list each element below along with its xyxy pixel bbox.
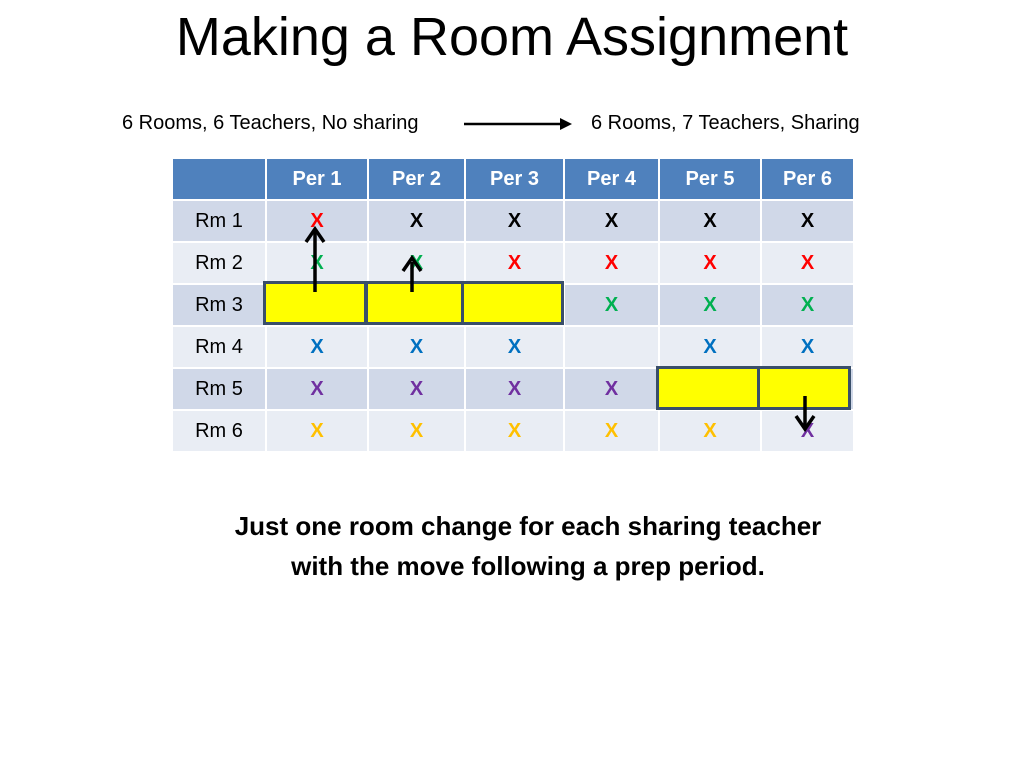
assignment-cell: X bbox=[564, 410, 659, 452]
assignment-cell: X bbox=[465, 410, 564, 452]
assignment-cell: X bbox=[659, 242, 761, 284]
row-label-rm-5: Rm 5 bbox=[172, 368, 266, 410]
table-row bbox=[172, 326, 854, 368]
highlight-box-rm5-per6 bbox=[757, 366, 851, 410]
assignment-cell: X bbox=[368, 368, 465, 410]
row-label-rm-2: Rm 2 bbox=[172, 242, 266, 284]
assignment-cell: X bbox=[465, 368, 564, 410]
subtitle-after: 6 Rooms, 7 Teachers, Sharing bbox=[591, 112, 860, 134]
table-corner-cell bbox=[172, 158, 266, 200]
highlight-box-rm3-per2 bbox=[365, 281, 464, 325]
assignment-cell: X bbox=[761, 242, 854, 284]
column-header-per-1: Per 1 bbox=[266, 158, 368, 200]
assignment-cell: X bbox=[266, 242, 368, 284]
table-row bbox=[172, 200, 854, 242]
column-header-per-3: Per 3 bbox=[465, 158, 564, 200]
highlight-box-rm5-per5 bbox=[656, 366, 760, 410]
assignment-cell: X bbox=[368, 410, 465, 452]
explanation-line-2: with the move following a prep period. bbox=[291, 551, 765, 581]
explanation-line-1: Just one room change for each sharing teacher bbox=[234, 511, 822, 541]
highlight-box-rm3-per1 bbox=[263, 281, 367, 325]
row-label-rm-4: Rm 4 bbox=[172, 326, 266, 368]
assignment-cell: X bbox=[465, 242, 564, 284]
assignment-cell: X bbox=[659, 326, 761, 368]
explanation-text bbox=[0, 506, 1024, 586]
assignment-cell bbox=[564, 326, 659, 368]
column-header-per-6: Per 6 bbox=[761, 158, 854, 200]
column-header-per-4: Per 4 bbox=[564, 158, 659, 200]
assignment-cell: X bbox=[761, 284, 854, 326]
column-header-per-5: Per 5 bbox=[659, 158, 761, 200]
assignment-cell: X bbox=[761, 410, 854, 452]
table-row bbox=[172, 410, 854, 452]
assignment-cell: X bbox=[761, 326, 854, 368]
assignment-cell: X bbox=[659, 410, 761, 452]
assignment-cell: X bbox=[659, 200, 761, 242]
assignment-cell: X bbox=[564, 368, 659, 410]
assignment-cell: X bbox=[266, 410, 368, 452]
table-header-row bbox=[172, 158, 854, 200]
assignment-cell: X bbox=[564, 284, 659, 326]
assignment-cell: X bbox=[465, 200, 564, 242]
row-label-rm-3: Rm 3 bbox=[172, 284, 266, 326]
assignment-cell: X bbox=[368, 242, 465, 284]
assignment-cell: X bbox=[564, 242, 659, 284]
slide-title: Making a Room Assignment bbox=[175, 7, 849, 67]
right-arrow-icon bbox=[462, 114, 574, 134]
assignment-cell: X bbox=[465, 326, 564, 368]
assignment-cell: X bbox=[564, 200, 659, 242]
assignment-cell: X bbox=[659, 284, 761, 326]
assignment-cell: X bbox=[266, 326, 368, 368]
table-row bbox=[172, 242, 854, 284]
column-header-per-2: Per 2 bbox=[368, 158, 465, 200]
row-label-rm-6: Rm 6 bbox=[172, 410, 266, 452]
assignment-cell: X bbox=[761, 200, 854, 242]
assignment-cell: X bbox=[266, 368, 368, 410]
assignment-cell: X bbox=[266, 200, 368, 242]
subtitle-before: 6 Rooms, 6 Teachers, No sharing bbox=[122, 112, 419, 134]
row-label-rm-1: Rm 1 bbox=[172, 200, 266, 242]
assignment-cell: X bbox=[368, 200, 465, 242]
highlight-box-rm3-per3 bbox=[461, 281, 564, 325]
assignment-cell: X bbox=[368, 326, 465, 368]
